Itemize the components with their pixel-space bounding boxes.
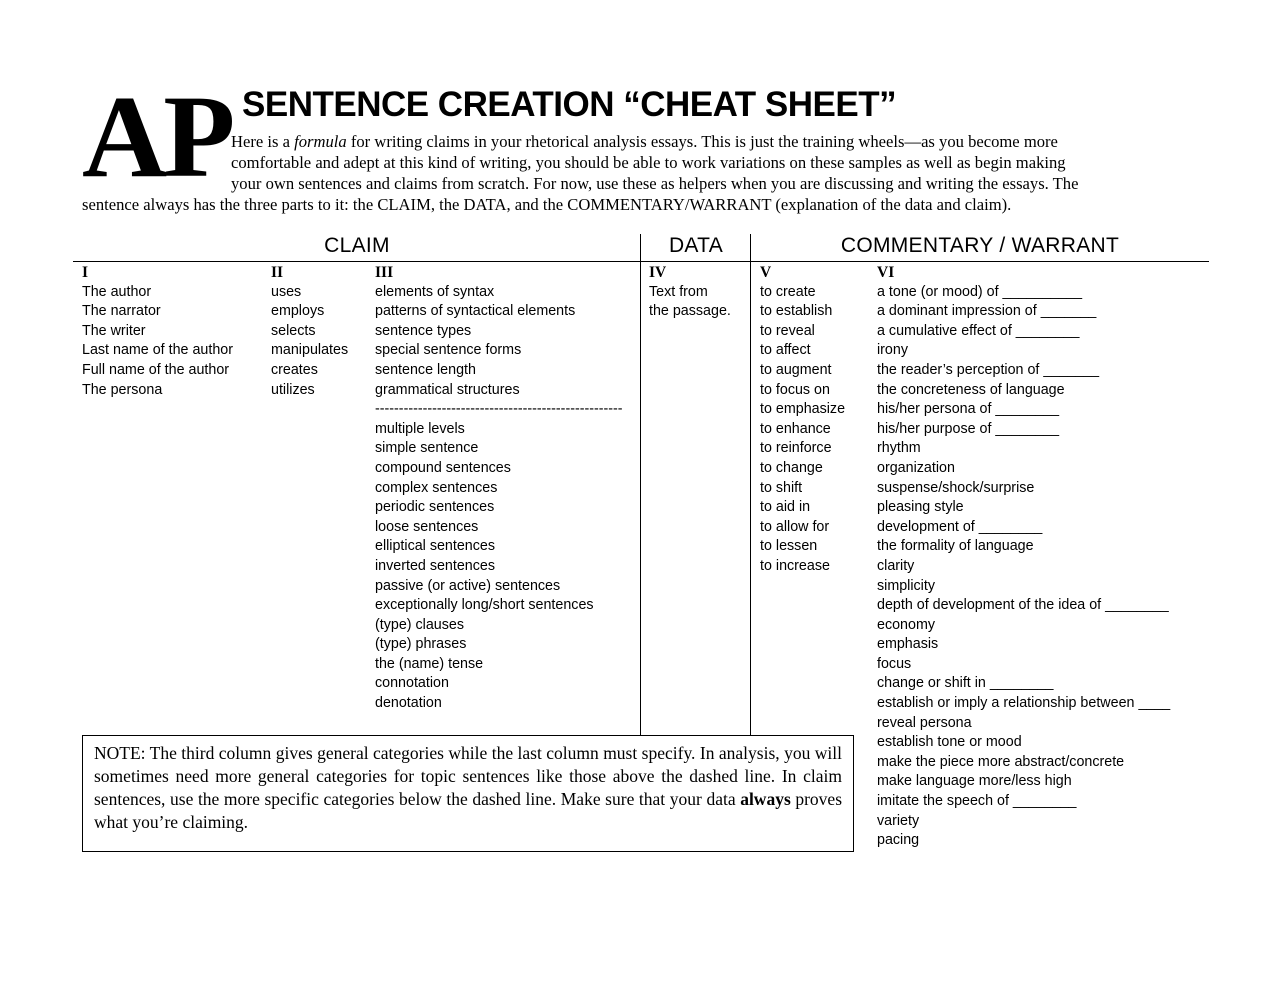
column-item: periodic sentences (375, 499, 495, 516)
column-item: make the piece more abstract/concrete (877, 753, 1125, 770)
column-item: Full name of the author (82, 361, 230, 378)
column-item: employs (271, 303, 325, 320)
column-item: establish tone or mood (877, 734, 1022, 751)
column-item: reveal persona (877, 714, 972, 731)
column-item: complex sentences (375, 479, 498, 496)
intro-text: Here is a (231, 132, 295, 151)
column-item: to reveal (760, 322, 815, 339)
column-iii (375, 263, 623, 714)
column-item: to allow for (760, 518, 830, 535)
column-item: to increase (760, 557, 830, 574)
column-item: grammatical structures (375, 381, 520, 398)
column-item: to shift (760, 479, 803, 496)
column-item: emphasis (877, 636, 939, 653)
intro-line-4: sentence always has the three parts to it: the CLAIM, the DATA, and the COMMENTARY/WARRANT (explanation of the data and claim). (82, 195, 1012, 214)
column-item: to lessen (760, 538, 818, 555)
column-item: loose sentences (375, 518, 479, 535)
column-item: the concreteness of language (877, 381, 1065, 398)
header-rule (73, 261, 1209, 262)
column-item: the reader’s perception of _______ (877, 361, 1100, 378)
column-item: simplicity (877, 577, 935, 594)
column-item: manipulates (271, 342, 349, 359)
column-item: establish or imply a relationship between ____ (877, 695, 1171, 712)
column-item: the (name) tense (375, 655, 484, 672)
ap-logo: AP (82, 71, 232, 202)
column-numeral: I (82, 264, 89, 281)
column-item: irony (877, 342, 908, 359)
column-v (760, 263, 845, 577)
column-item: The writer (82, 322, 146, 339)
column-item: rhythm (877, 440, 921, 457)
column-item: exceptionally long/short sentences (375, 597, 594, 614)
claim-data-divider (640, 234, 641, 735)
column-item: Text from (649, 283, 708, 300)
note-text: NOTE: The third column gives general categories while the last column must specify. In analysis, you will sometimes need more general categories for topic sentences like those above the dashed line. In claim sentences, use the more specific categories below the dashed line. Make sure that your data (94, 743, 842, 809)
column-item: his/her persona of ________ (877, 401, 1060, 418)
column-item: connotation (375, 675, 449, 692)
intro-line-3: your own sentences and claims from scratch. For now, use these as helpers when you are discussing and writing the essays. The (231, 174, 1079, 193)
column-item: suspense/shock/surprise (877, 479, 1035, 496)
column-item: organization (877, 459, 955, 476)
column-item: variety (877, 812, 920, 829)
column-item: to augment (760, 361, 832, 378)
column-item: focus (877, 655, 912, 672)
data-header: DATA (668, 234, 724, 257)
column-item: change or shift in ________ (877, 675, 1054, 692)
column-item: elliptical sentences (375, 538, 496, 555)
column-item: a dominant impression of _______ (877, 303, 1097, 320)
column-item: The persona (82, 381, 163, 398)
column-item: development of ________ (877, 518, 1043, 535)
column-numeral: V (760, 264, 772, 281)
data-commentary-divider (750, 234, 751, 735)
commentary-header: COMMENTARY / WARRANT (840, 234, 1120, 257)
column-item: (type) phrases (375, 636, 467, 653)
column-item: to change (760, 459, 823, 476)
column-item: special sentence forms (375, 342, 522, 359)
column-item: elements of syntax (375, 283, 495, 300)
intro-line-1 (231, 131, 1058, 152)
column-item: patterns of syntactical elements (375, 303, 576, 320)
column-item: The narrator (82, 303, 161, 320)
column-numeral: VI (877, 264, 895, 281)
intro-emphasis: formula (294, 132, 347, 151)
intro-text: for writing claims in your rhetorical analysis essays. This is just the training wheels—as you become more (346, 132, 1058, 151)
column-item: creates (271, 361, 318, 378)
column-item: clarity (877, 557, 915, 574)
column-item: The author (82, 283, 152, 300)
column-item: pleasing style (877, 499, 964, 516)
column-item: Last name of the author (82, 342, 234, 359)
column-item: a cumulative effect of ________ (877, 322, 1080, 339)
column-item: sentence length (375, 361, 476, 378)
column-item: multiple levels (375, 420, 465, 437)
column-item: to enhance (760, 420, 831, 437)
column-numeral: IV (649, 264, 667, 281)
column-item: denotation (375, 695, 442, 712)
column-item: sentence types (375, 322, 472, 339)
column-item: a tone (or mood) of __________ (877, 283, 1083, 300)
column-item: to reinforce (760, 440, 832, 457)
column-item: (type) clauses (375, 616, 464, 633)
column-vi (877, 263, 1170, 851)
column-i (82, 263, 233, 400)
column-item: simple sentence (375, 440, 479, 457)
column-item: passive (or active) sentences (375, 577, 561, 594)
column-item: imitate the speech of ________ (877, 793, 1077, 810)
column-numeral: III (375, 264, 394, 281)
column-numeral: II (271, 264, 284, 281)
column-item: utilizes (271, 381, 315, 398)
column-item: to aid in (760, 499, 811, 516)
claim-header: CLAIM (324, 234, 390, 257)
page-title: SENTENCE CREATION “CHEAT SHEET” (242, 85, 897, 124)
column-item: his/her purpose of ________ (877, 420, 1060, 437)
column-item: to affect (760, 342, 811, 359)
column-item: to establish (760, 303, 833, 320)
column-item: selects (271, 322, 316, 339)
column-item: the formality of language (877, 538, 1034, 555)
column-item: uses (271, 283, 302, 300)
column-item: ---------------------------------------------------- (375, 401, 623, 418)
column-item: to create (760, 283, 816, 300)
column-iv (649, 263, 731, 322)
column-item: compound sentences (375, 459, 511, 476)
column-item: to focus on (760, 381, 830, 398)
note-emphasis: always (740, 789, 791, 809)
note-text: proves what you’re claiming. (94, 789, 842, 832)
column-ii (271, 263, 348, 400)
note-box (82, 735, 854, 852)
intro-line-2: comfortable and adept at this kind of writing, you should be able to work variations on these samples as well as begin making (231, 153, 1066, 172)
column-item: depth of development of the idea of ________ (877, 597, 1169, 614)
column-item: pacing (877, 832, 920, 849)
column-item: inverted sentences (375, 557, 496, 574)
column-item: to emphasize (760, 401, 846, 418)
column-item: economy (877, 616, 936, 633)
column-item: the passage. (649, 303, 731, 320)
column-item: make language more/less high (877, 773, 1072, 790)
